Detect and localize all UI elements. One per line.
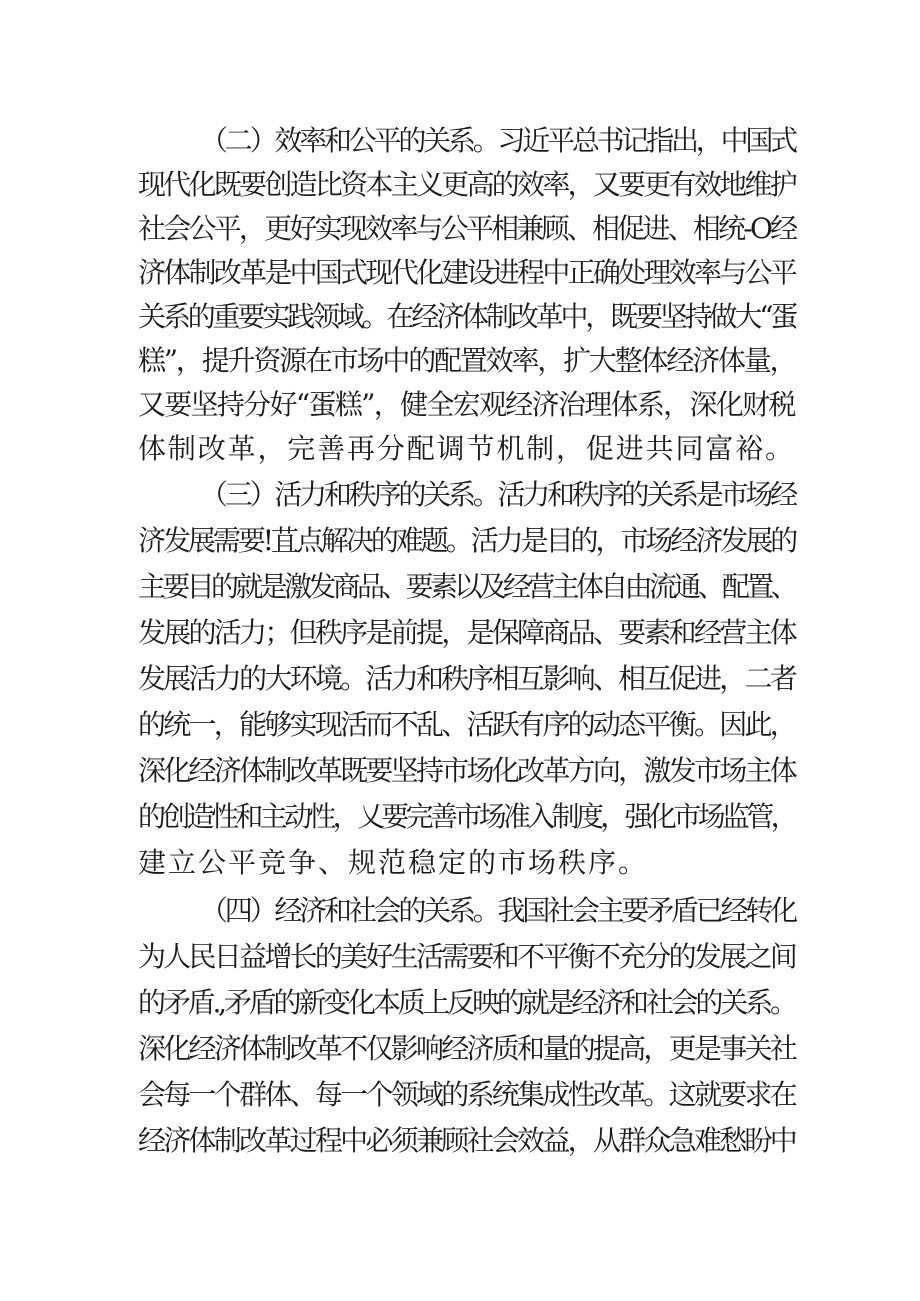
paragraph-4-line-5: 会每一个群体、每一个领域的系统集成性改革。这就要求在 <box>138 1078 796 1111</box>
paragraph-2-line-6: 糕”，提升资源在市场中的配置效率，扩大整体经济体量， <box>138 344 796 377</box>
paragraph-2-line-5: 关系的重要实践领域。在经济体制改革中，既要坚持做大“蛋 <box>138 300 796 333</box>
paragraph-4-line-4: 深化经济体制改革不仅影响经济质和量的提高，更是事关社 <box>138 1032 796 1065</box>
paragraph-2-line-8: 体制改革，完善再分配调节机制，促进共同富裕。 <box>138 432 795 465</box>
paragraph-3-line-6: 的统一，能够实现活而不乱、活跃有序的动态平衡。因此， <box>138 708 796 741</box>
paragraph-3-line-7: 深化经济体制改革既要坚持市场化改革方向，激发市场主体 <box>138 754 796 787</box>
paragraph-2-line-3: 社会公平，更好实现效率与公平相兼顾、相促进、相统-O经 <box>138 212 796 245</box>
paragraph-3-line-8: 的创造性和主动性，乂要完善市场准入制度，强化市场监管， <box>138 800 795 833</box>
paragraph-2-line-7: 又要坚持分好“蛋糕”，健全宏观经济治理体系，深化财税 <box>138 388 795 421</box>
paragraph-3-line-9: 建立公平竞争、规范稳定的市场秩序。 <box>138 846 649 879</box>
paragraph-3-line-2: 济发展需要!苴点解决的难题。活力是目的，市场经济发展的 <box>138 524 796 557</box>
paragraph-3-line-4: 发展的活力；但秩序是前提，是保障商品、要素和经营主体 <box>138 616 796 649</box>
paragraph-4-line-2: 为人民日益增长的美好生活需要和不平衡不充分的发展之间 <box>138 940 796 973</box>
paragraph-4-line-3: 的矛盾.,矛盾的新变化本质上反映的就是经济和社会的关系。 <box>138 986 795 1019</box>
paragraph-3-line-1: （三）活力和秩序的关系。活力和秩序的关系是市场经 <box>200 478 795 511</box>
paragraph-2-line-4: 济体制改革是中国式现代化建设进程中正确处理效率与公平 <box>138 256 796 289</box>
paragraph-4-line-1: （四）经济和社会的关系。我国社会主要矛盾已经转化 <box>200 894 795 927</box>
paragraph-2-line-2: 现代化既要创造比资本主义更高的效率，又要更有效地维护 <box>138 168 796 201</box>
paragraph-2-line-1: （二）效率和公平的关系。习近平总书记指出，中国式 <box>200 124 795 157</box>
paragraph-3-line-3: 主要目的就是激发商品、要素以及经营主体自由流通、配置、 <box>138 570 795 603</box>
paragraph-3-line-5: 发展活力的大环境。活力和秩序相互影响、相互促进，二者 <box>138 662 796 695</box>
paragraph-4-line-6: 经济体制改革过程中必须兼顾社会效益，从群众急难愁盼中 <box>138 1124 796 1157</box>
